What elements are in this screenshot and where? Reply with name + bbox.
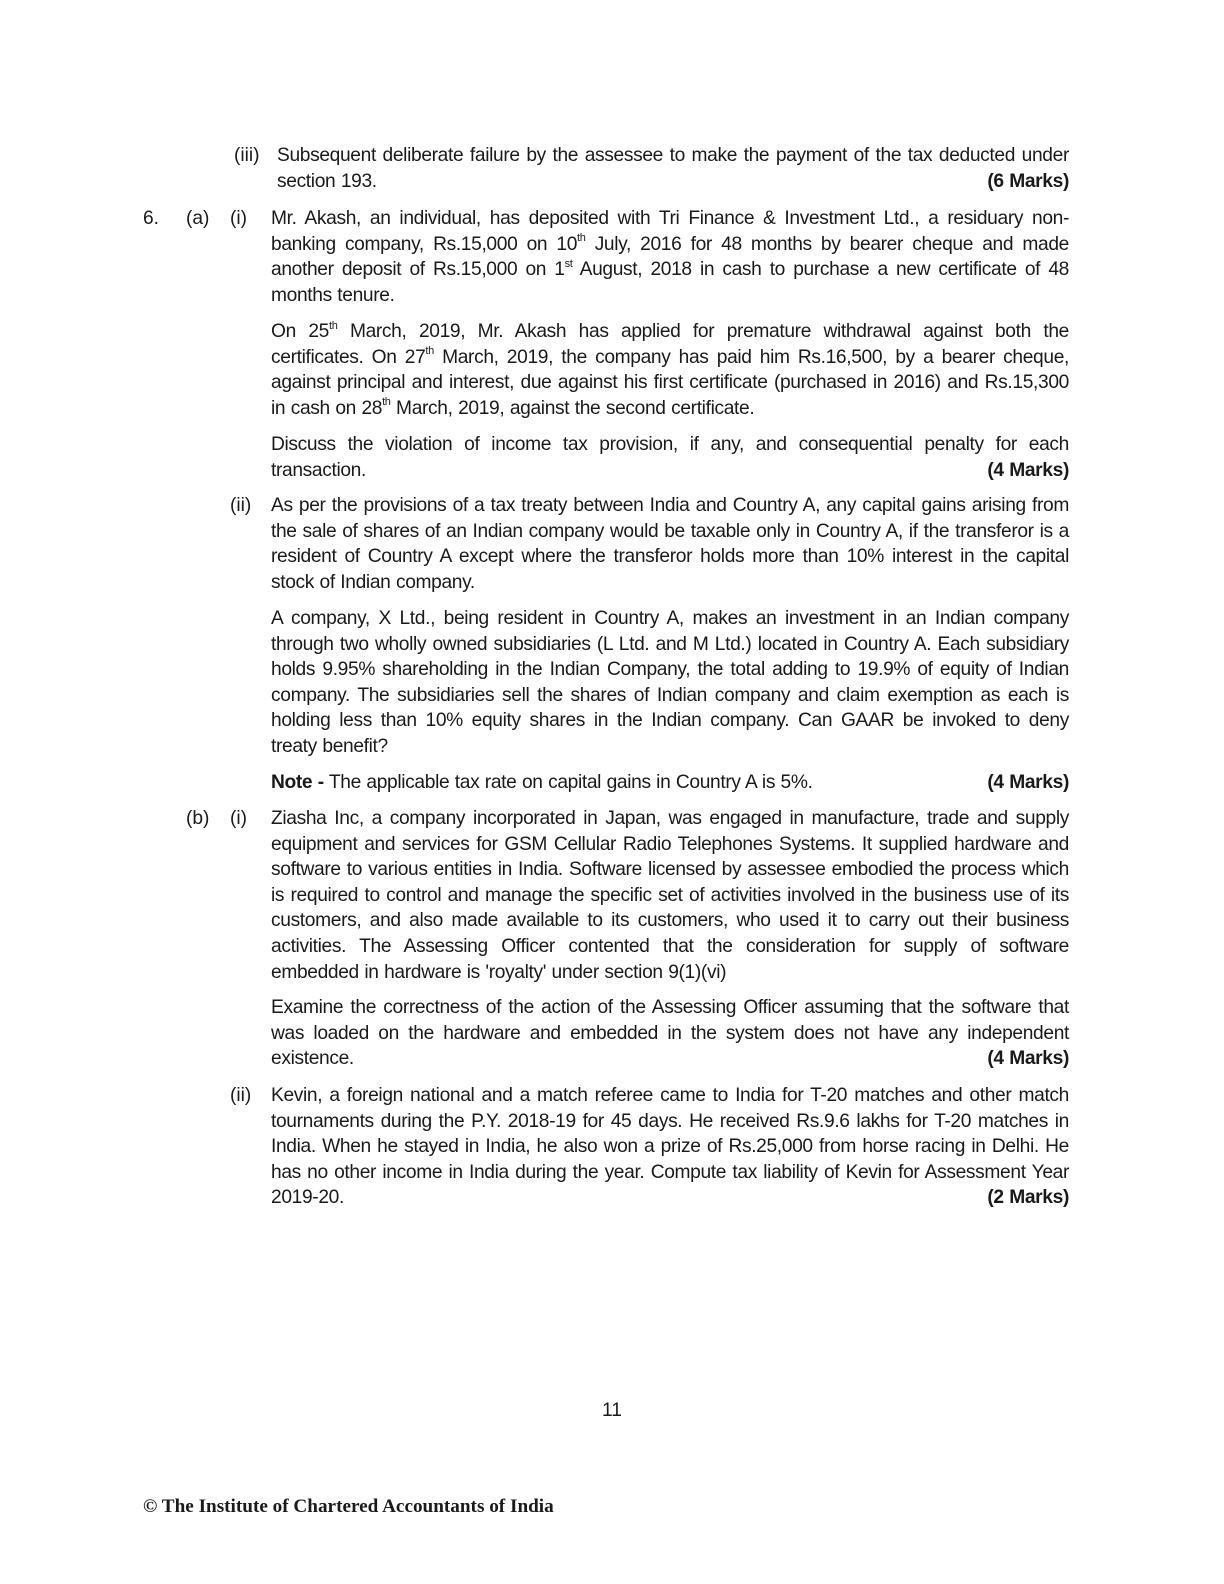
part-a-i-para-1: Mr. Akash, an individual, has deposited with Tri Finance & Investment Ltd., a residuary non-banking company, Rs.15,000 on 10th July, 2016 for 48 months by bearer cheque and made another deposit of Rs.15,000 on 1st August, 2018 in cash to purchase a new certificate of 48 months tenure. — [271, 208, 1070, 306]
part-b-i-para-1: Ziasha Inc, a company incorporated in Japan, was engaged in manufacture, trade and supply equipment and services for GSM Cellular Radio Telephones Systems. It supplied hardware and software to various entities in India. Software licensed by assessee embodied the process which is required to control and manage the specific set of activities involved in the business use of its customers, and also made available to its customers, who used it to carry out their business activities. The Assessing Officer contented that the consideration for supply of software embedded in hardware is 'royalty' under section 9(1)(vi) — [271, 808, 1069, 983]
part-a-ii-para-2: A company, X Ltd., being resident in Country A, makes an investment in an Indian company through two wholly owned subsidiaries (L Ltd. and M Ltd.) located in Country A. Each subsidiary holds 9.95% shareholding in the Indian Company, the total adding to 19.9% of equity of Indian company. The subsidiaries sell the shares of Indian company and claim exemption as each is holding less than 10% equity shares in the Indian company. Can GAAR be invoked to deny treaty benefit? — [271, 608, 1069, 757]
question-number: 6. — [143, 208, 160, 229]
item-iii-text: Subsequent deliberate failure by the assessee to make the payment of the tax deducted under section 193. (6 Marks) — [277, 143, 1069, 194]
part-a-ii-label: (ii) — [230, 495, 252, 516]
part-b-ii-marks: (2 Marks) — [987, 1187, 1069, 1209]
note-label: Note - — [271, 772, 324, 793]
part-b-ii-label: (ii) — [230, 1085, 252, 1106]
part-a-i-marks: (4 Marks) — [987, 459, 1069, 481]
part-a-i-para-3: Discuss the violation of income tax provision, if any, and consequential penalty for each transaction. (4 Marks) — [271, 432, 1069, 483]
part-a-label: (a) — [186, 208, 210, 229]
part-b-label: (b) — [186, 808, 210, 829]
part-b-i-label: (i) — [230, 808, 248, 829]
part-a-ii-para-1: As per the provisions of a tax treaty between India and Country A, any capital gains arising from the sale of shares of an Indian company would be taxable only in Country A, if the transferor is a resident of Country A except where the transferor holds more than 10% interest in the capital stock of Indian company. — [271, 495, 1069, 593]
item-iii-marks: (6 Marks) — [987, 170, 1069, 192]
footer-copyright: © The Institute of Chartered Accountants of India — [143, 1496, 554, 1517]
part-a-ii-note: Note - The applicable tax rate on capital gains in Country A is 5%. (4 Marks) — [271, 770, 1069, 796]
part-b-i-marks: (4 Marks) — [987, 1048, 1069, 1070]
part-b-ii-para-1: Kevin, a foreign national and a match referee came to India for T-20 matches and other match tournaments during the P.Y. 2018-19 for 45 days. He received Rs.9.6 lakhs for T-20 matches in India. When he stayed in India, he also won a prize of Rs.25,000 from horse racing in Delhi. He has no other income in India during the year. Compute tax liability of Kevin for Assessment Year 2019-20. (2 Marks) — [271, 1083, 1069, 1211]
part-a-ii-marks: (4 Marks) — [987, 772, 1069, 793]
part-a-i-label: (i) — [230, 208, 248, 229]
part-b-i-para-2: Examine the correctness of the action of the Assessing Officer assuming that the software that was loaded on the hardware and embedded in the system does not have any independent existence. (4 Marks) — [271, 995, 1069, 1072]
item-iii-label: (iii) — [234, 145, 260, 166]
part-a-i-para-2: On 25th March, 2019, Mr. Akash has applied for premature withdrawal against both the certificates. On 27th March, 2019, the company has paid him Rs.16,500, by a bearer cheque, against principal and interest, due against his first certificate (purchased in 2016) and Rs.15,300 in cash on 28th March, 2019, against the second certificate. — [271, 319, 1069, 419]
page-number: 11 — [602, 1400, 622, 1421]
